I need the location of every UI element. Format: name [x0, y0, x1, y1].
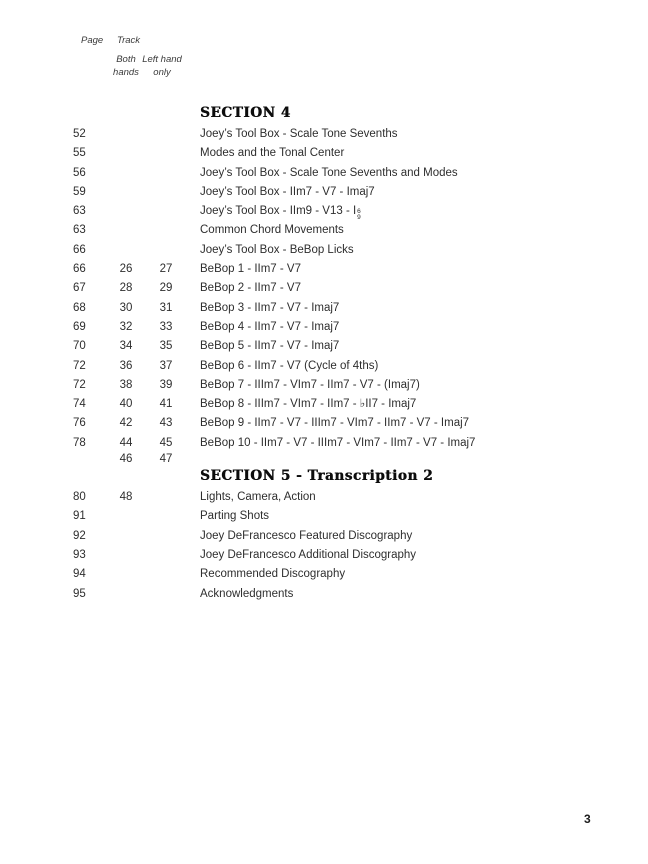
- page-number-cell: 63: [73, 224, 86, 237]
- track-left-hand-cell: [146, 546, 186, 565]
- entry-title-text: Joey’s Tool Box - Scale Tone Sevenths and Modes: [200, 166, 458, 179]
- toc-row: [73, 299, 618, 318]
- page-number-cell: 74: [73, 398, 86, 411]
- page-number-cell: 78: [73, 436, 86, 449]
- entry-title-text: Parting Shots: [200, 510, 270, 523]
- entry-title-text: Joey’s Tool Box - IIm7 - V7 - Imaj7: [200, 185, 375, 198]
- page-number-cell: 91: [73, 510, 86, 523]
- section-heading: SECTION 4: [200, 105, 291, 121]
- toc-row: [73, 395, 618, 414]
- track-left-hand-cell: [146, 585, 186, 604]
- track-both-hands-cell: 38: [119, 378, 133, 391]
- page-number-cell: 94: [73, 568, 86, 581]
- entry-title-cell: [186, 144, 618, 163]
- entry-title-text: BeBop 9 - IIm7 - V7 - IIIm7 - VIm7 - IIm7 - V7 - Imaj7: [200, 417, 470, 430]
- entry-title-text: Joey DeFrancesco Additional Discography: [200, 548, 417, 561]
- entry-title-cell: [186, 337, 618, 356]
- toc-row: [73, 414, 618, 433]
- track-both-hands-cell: 40: [119, 398, 133, 411]
- track-left-hand-cell: 29: [159, 282, 173, 295]
- entry-title-cell: [186, 357, 618, 376]
- toc-row: [73, 357, 618, 376]
- track-both-hands-cell: [106, 221, 146, 240]
- entry-title-cell: [186, 260, 618, 279]
- entry-title-cell: [186, 434, 618, 466]
- toc-row: [73, 585, 618, 604]
- toc-row: [73, 565, 618, 584]
- track-both-hands-cell: 44 46: [119, 436, 133, 466]
- toc-row: [73, 527, 618, 546]
- toc-row: [73, 546, 618, 565]
- entry-title-text: Modes and the Tonal Center: [200, 147, 345, 160]
- both-hands-line1: Both: [116, 54, 136, 65]
- track-both-hands-cell: 36: [119, 359, 133, 372]
- page-number-cell: 95: [73, 587, 86, 600]
- page-number-cell: 72: [73, 378, 86, 391]
- entry-title-cell: [186, 546, 618, 565]
- entry-title-text: BeBop 7 - IIIm7 - VIm7 - IIm7 - V7 - (Imaj7): [200, 378, 420, 391]
- track-left-hand-cell: 27: [159, 263, 173, 276]
- toc-row: [73, 434, 618, 466]
- toc-row: [73, 221, 618, 240]
- track-left-hand-cell: 33: [159, 320, 173, 333]
- toc-row: [73, 260, 618, 279]
- page-number-cell: 55: [73, 147, 86, 160]
- entry-title-cell: [186, 318, 618, 337]
- entry-title-cell: [186, 507, 618, 526]
- entry-title-text: BeBop 10 - IIm7 - V7 - IIIm7 - VIm7 - IIm7 - V7 - Imaj7: [200, 436, 476, 449]
- track-left-hand-cell: 45 47: [159, 436, 173, 466]
- track-both-hands-cell: 26: [119, 263, 133, 276]
- toc-row: [73, 318, 618, 337]
- track-both-hands-cell: [106, 507, 146, 526]
- page-number-cell: 52: [73, 128, 86, 140]
- entry-title-text: Common Chord Movements: [200, 224, 344, 237]
- entry-title-cell: [186, 395, 618, 414]
- track-both-hands-cell: 28: [119, 282, 133, 295]
- entry-title-text: BeBop 5 - IIm7 - V7 - Imaj7: [200, 340, 340, 353]
- page-number-cell: 80: [73, 491, 86, 504]
- chord-figure-superscript: 6 9: [357, 208, 361, 221]
- track-both-hands-cell: [106, 241, 146, 260]
- entry-title-cell: [186, 376, 618, 395]
- track-left-hand-cell: [146, 144, 186, 163]
- entry-title-text: BeBop 3 - IIm7 - V7 - Imaj7: [200, 301, 340, 314]
- track-both-hands-cell: [106, 565, 146, 584]
- entry-title-cell: [186, 241, 618, 260]
- track-left-hand-cell: [146, 488, 186, 507]
- toc-row: [73, 164, 618, 183]
- toc-row: [73, 279, 618, 298]
- entry-title-cell: [186, 565, 618, 584]
- toc-row: [73, 125, 618, 144]
- entry-title-cell: [186, 488, 618, 507]
- entry-title-cell: [186, 585, 618, 604]
- entry-title-cell: [186, 164, 618, 183]
- entry-title-text: Joey’s Tool Box - Scale Tone Sevenths: [200, 128, 398, 140]
- track-left-hand-cell: 37: [159, 359, 173, 372]
- entry-title-text: BeBop 2 - IIm7 - V7: [200, 282, 301, 295]
- track-both-hands-cell: [106, 202, 146, 221]
- track-left-hand-cell: 41: [159, 398, 173, 411]
- track-column-label: Track: [117, 35, 141, 46]
- entry-title-text: Recommended Discography: [200, 568, 346, 581]
- page-number-cell: 66: [73, 243, 86, 256]
- track-left-hand-cell: 39: [159, 378, 173, 391]
- track-both-hands-cell: [106, 164, 146, 183]
- track-both-hands-cell: 32: [119, 320, 133, 333]
- table-of-contents: [73, 103, 618, 604]
- left-hand-column-label: [140, 53, 184, 79]
- track-left-hand-cell: [146, 565, 186, 584]
- left-hand-line2: only: [153, 67, 171, 78]
- track-both-hands-cell: 42: [119, 417, 133, 430]
- page-number-cell: 69: [73, 320, 86, 333]
- track-left-hand-cell: [146, 221, 186, 240]
- track-both-hands-cell: [106, 527, 146, 546]
- entry-title-text: Joey DeFrancesco Featured Discography: [200, 529, 413, 542]
- track-left-hand-cell: [146, 125, 186, 144]
- toc-row: [73, 241, 618, 260]
- track-both-hands-cell: [106, 144, 146, 163]
- entry-title-text: BeBop 4 - IIm7 - V7 - Imaj7: [200, 320, 340, 333]
- track-left-hand-cell: [146, 164, 186, 183]
- entry-title-cell: [186, 202, 618, 221]
- section-heading: SECTION 5 - Transcription 2: [200, 468, 434, 485]
- entry-title-cell: [186, 125, 618, 144]
- toc-row: [73, 376, 618, 395]
- page-number-cell: 59: [73, 185, 86, 198]
- entry-title-cell: [186, 527, 618, 546]
- toc-row: [73, 183, 618, 202]
- track-left-hand-cell: [146, 507, 186, 526]
- entry-title-text: BeBop 8 - IIIm7 - VIm7 - IIm7 - ♭II7 - Imaj7: [200, 398, 417, 411]
- track-both-hands-cell: [106, 585, 146, 604]
- page-number-cell: 70: [73, 340, 86, 353]
- track-left-hand-cell: 35: [159, 340, 173, 353]
- track-left-hand-cell: [146, 202, 186, 221]
- track-both-hands-cell: 30: [119, 301, 133, 314]
- track-left-hand-cell: [146, 241, 186, 260]
- toc-row: [73, 488, 618, 507]
- toc-row: [73, 337, 618, 356]
- toc-row: [73, 144, 618, 163]
- entry-title-cell: [186, 279, 618, 298]
- track-both-hands-cell: 34: [119, 340, 133, 353]
- track-left-hand-cell: 31: [159, 301, 173, 314]
- page-number-cell: 93: [73, 548, 86, 561]
- page-number-cell: 72: [73, 359, 86, 372]
- entry-title-text: Lights, Camera, Action: [200, 491, 316, 504]
- track-both-hands-cell: 48: [119, 491, 133, 504]
- page-number-cell: 67: [73, 282, 86, 295]
- entry-title-cell: [186, 299, 618, 318]
- track-left-hand-cell: 43: [159, 417, 173, 430]
- page-number-cell: 92: [73, 529, 86, 542]
- track-both-hands-cell: [106, 183, 146, 202]
- track-left-hand-cell: [146, 183, 186, 202]
- page-number-cell: 66: [73, 263, 86, 276]
- page-number-cell: 56: [73, 166, 86, 179]
- toc-row: [73, 507, 618, 526]
- both-hands-line2: hands: [113, 67, 139, 78]
- page-column-label: Page: [81, 35, 104, 46]
- entry-title-cell: [186, 183, 618, 202]
- page-number-cell: 68: [73, 301, 86, 314]
- entry-title-text: Joey’s Tool Box - IIm9 - V13 - I: [200, 205, 357, 218]
- entry-title-text: BeBop 6 - IIm7 - V7 (Cycle of 4ths): [200, 359, 379, 372]
- page-number-cell: 63: [73, 205, 86, 218]
- entry-title-cell: [186, 414, 618, 433]
- toc-row: [73, 202, 618, 221]
- entry-title-text: Joey’s Tool Box - BeBop Licks: [200, 243, 354, 256]
- entry-title-text: Acknowledgments: [200, 587, 294, 600]
- left-hand-line1: Left hand: [142, 54, 182, 65]
- track-both-hands-cell: [106, 546, 146, 565]
- entry-title-text: BeBop 1 - IIm7 - V7: [200, 263, 301, 276]
- track-left-hand-cell: [146, 527, 186, 546]
- track-both-hands-cell: [106, 125, 146, 144]
- entry-title-cell: [186, 221, 618, 240]
- page-number-cell: 76: [73, 417, 86, 430]
- folio-page-number: 3: [584, 812, 591, 826]
